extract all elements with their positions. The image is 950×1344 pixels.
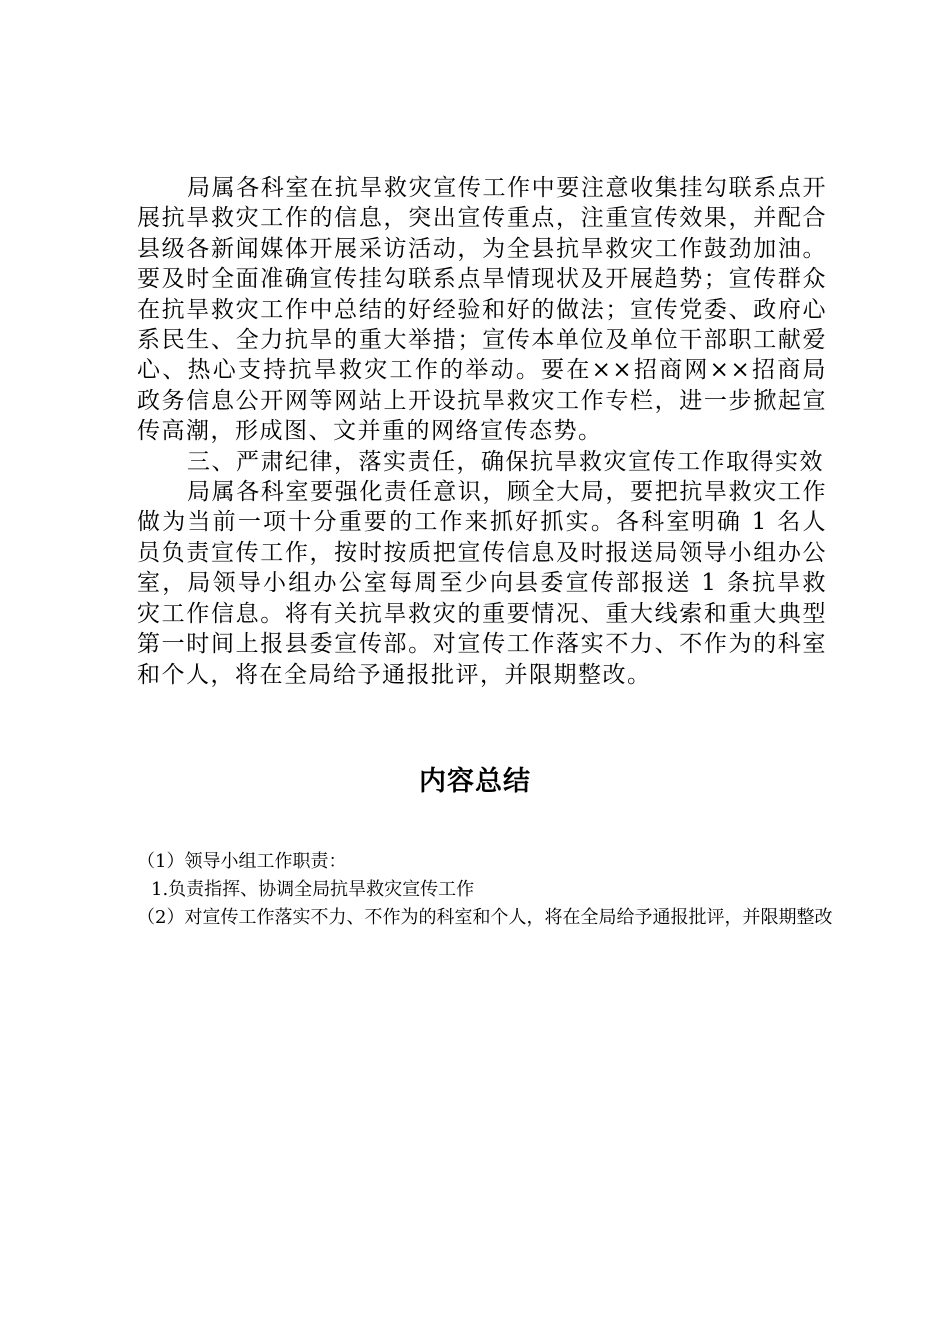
body-paragraph-publicity: 局属各科室在抗旱救灾宣传工作中要注意收集挂勾联系点开展抗旱救灾工作的信息，突出宣传重点，注重宣传效果，并配合县级各新闻媒体开展采访活动，为全县抗旱救灾工作鼓劲加油。要及时全面准确宣传挂勾联系点旱情现状及开展趋势；宣传群众在抗旱救灾工作中总结的好经验和好的做法；宣传党委、政府心系民生、全力抗旱的重大举措；宣传本单位及单位干部职工献爱心、热心支持抗旱救灾工作的举动。要在××招商网××招商局政务信息公开网等网站上开设抗旱救灾工作专栏，进一步掀起宣传高潮，形成图、文并重的网络宣传态势。 xyxy=(137,175,827,445)
summary-title: 内容总结 xyxy=(419,766,531,797)
summary-section xyxy=(137,848,837,932)
section-heading-three: 三、严肃纪律，落实责任，确保抗旱救灾宣传工作取得实效 xyxy=(187,448,824,475)
document-body xyxy=(137,173,827,690)
summary-item-1-sub: 1.负责指挥、协调全局抗旱救灾宣传工作 xyxy=(151,879,475,900)
summary-item-2: （2）对宣传工作落实不力、不作为的科室和个人，将在全局给予通报批评，并限期整改 xyxy=(137,907,833,928)
summary-item-1: （1）领导小组工作职责： xyxy=(137,851,347,872)
body-paragraph-discipline: 局属各科室要强化责任意识，顾全大局，要把抗旱救灾工作做为当前一项十分重要的工作来抓好抓实。各科室明确 1 名人员负责宣传工作，按时按质把宣传信息及时报送局领导小组办公室，局领导小组办公室每周至少向县委宣传部报送 1 条抗旱救灾工作信息。将有关抗旱救灾的重要情况、重大线索和重大典型第一时间上报县委宣传部。对宣传工作落实不力、不作为的科室和个人，将在全局给予通报批评，并限期整改。 xyxy=(137,479,827,688)
